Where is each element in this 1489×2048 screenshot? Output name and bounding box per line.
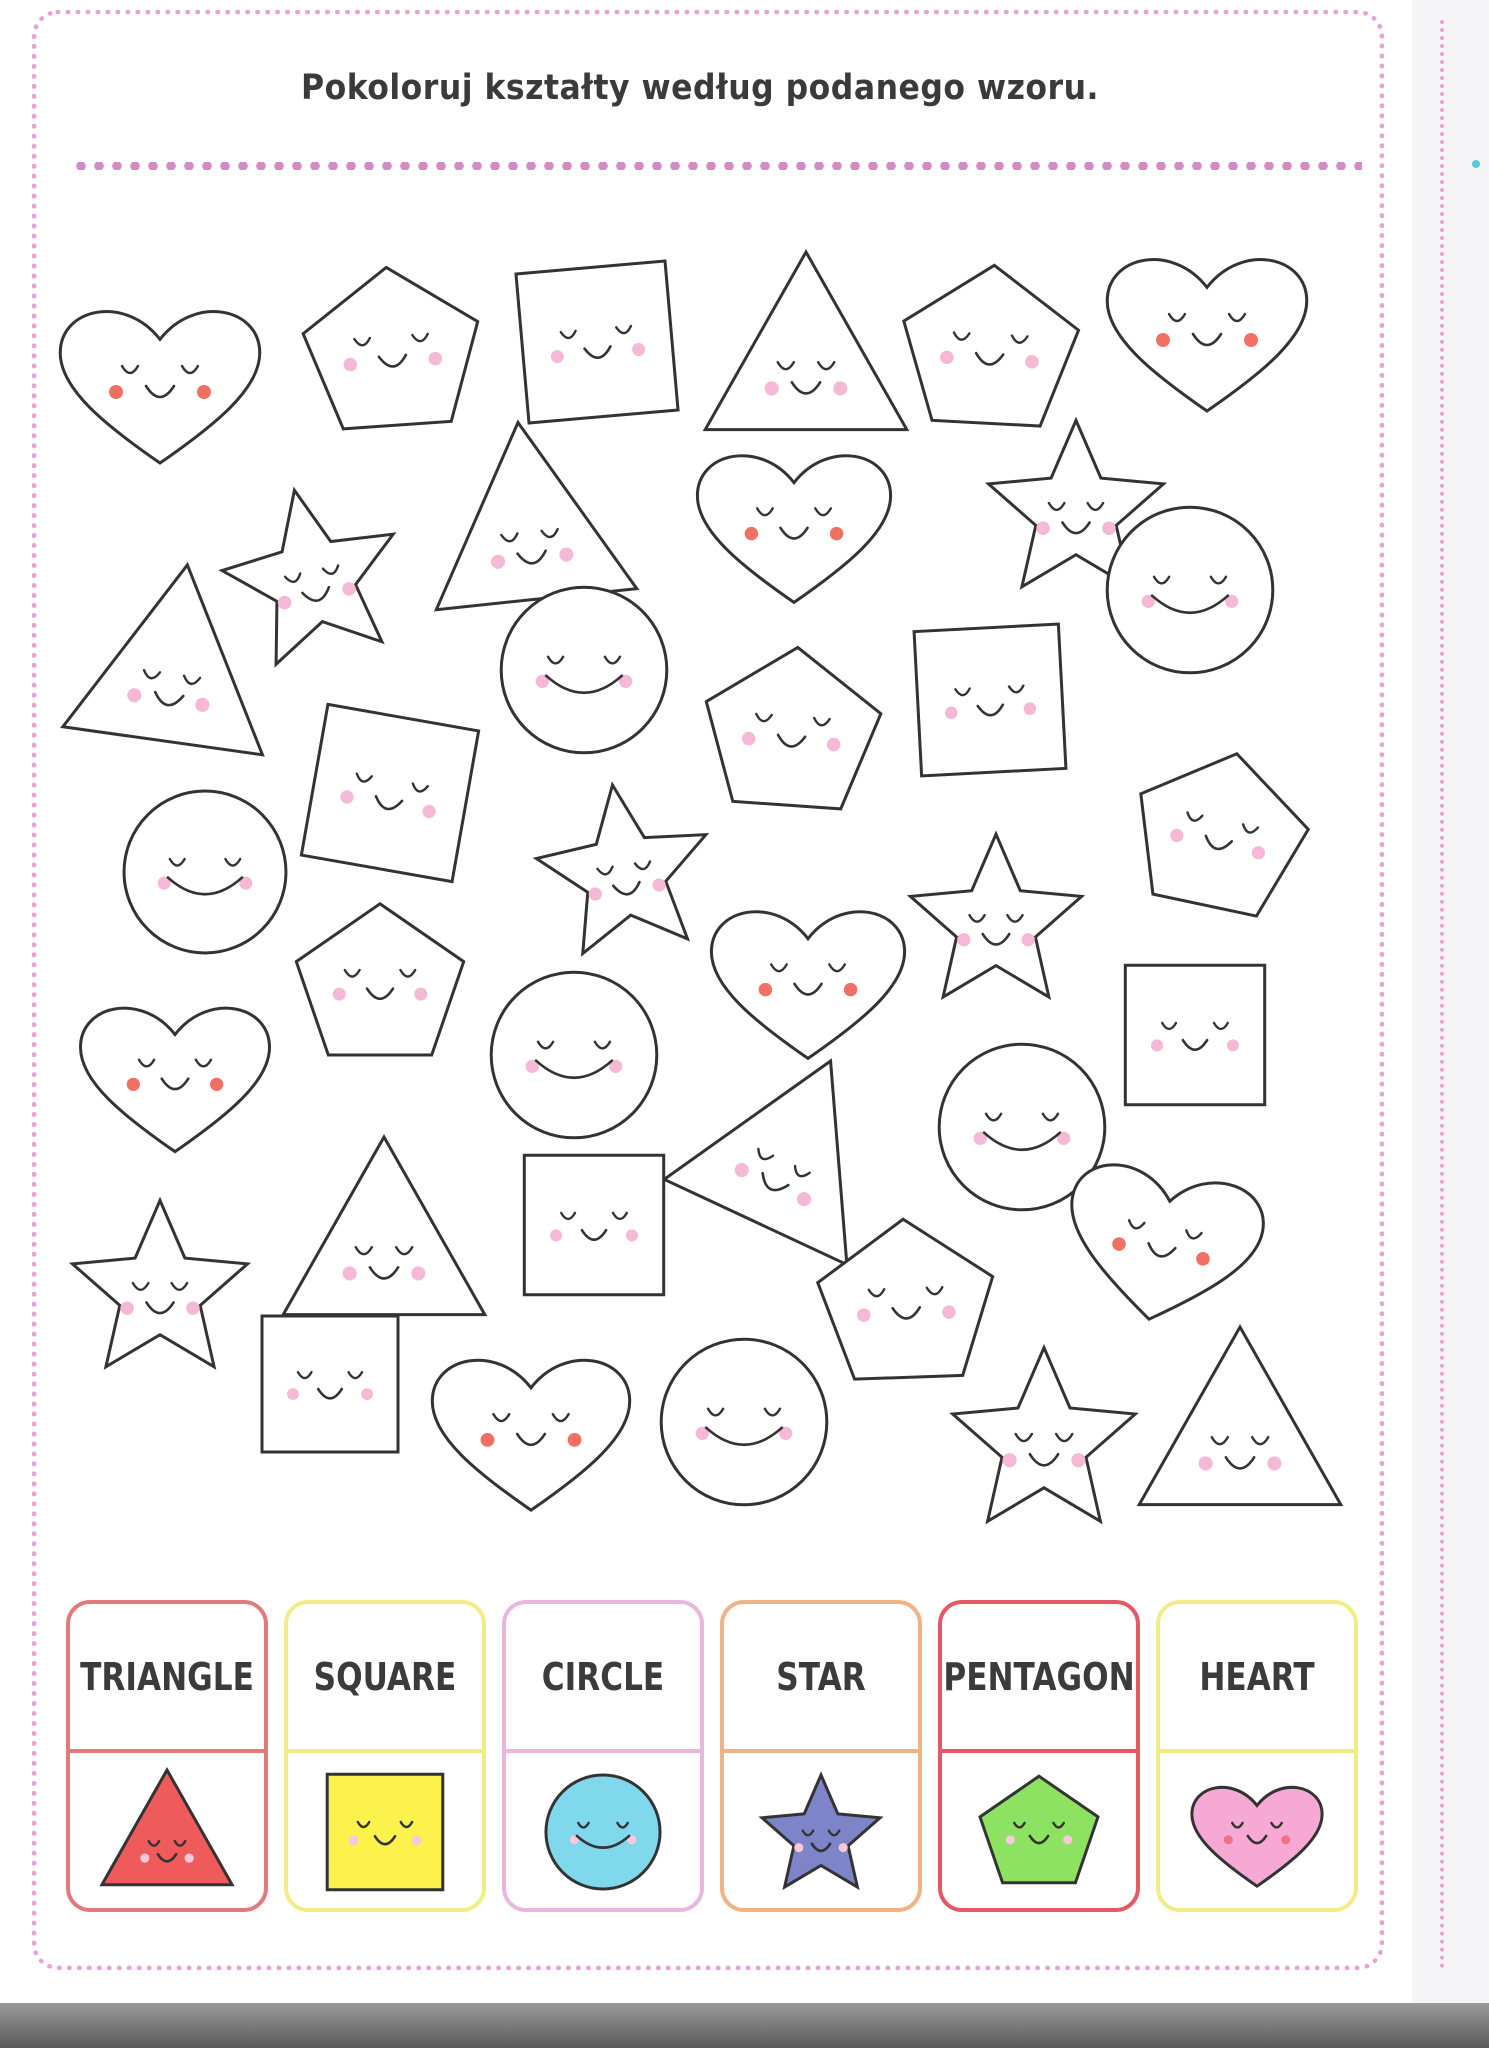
star-shape — [910, 834, 1081, 997]
star-outline — [910, 834, 1081, 997]
cheek — [197, 385, 211, 399]
pentagon-sample — [980, 1776, 1098, 1883]
square-outline — [1125, 965, 1264, 1104]
triangle-outline — [705, 252, 907, 430]
circle-shape — [661, 1339, 827, 1505]
cheek — [210, 1078, 223, 1091]
cheek — [1156, 333, 1170, 347]
cheek — [550, 1229, 562, 1241]
heart-sample — [1192, 1787, 1322, 1886]
cheek — [1199, 1456, 1213, 1470]
legend-label: PENTAGON — [943, 1654, 1135, 1699]
pentagon-shape — [899, 261, 1082, 428]
square-icon — [288, 1756, 482, 1906]
triangle-shape — [705, 252, 907, 430]
heart-outline — [81, 1008, 270, 1151]
pentagon-outline — [299, 261, 485, 431]
triangle-outline — [418, 412, 637, 610]
cheek — [957, 933, 970, 946]
cheek — [745, 527, 759, 541]
square-outline — [301, 704, 478, 881]
cheek — [1227, 1039, 1239, 1051]
heart-outline — [697, 456, 890, 603]
cheek — [1102, 521, 1116, 535]
cheek — [140, 1854, 149, 1863]
cheek — [411, 1266, 425, 1280]
pentagon-shape — [1121, 736, 1321, 923]
heart-shape — [81, 1008, 270, 1151]
heart-outline — [711, 912, 904, 1059]
cheek — [333, 988, 346, 1001]
legend-separator — [70, 1749, 264, 1753]
heart-shape — [697, 456, 890, 603]
star-shape — [209, 472, 415, 671]
star-outline — [73, 1200, 248, 1366]
circle-outline — [546, 1775, 660, 1889]
circle-outline — [661, 1339, 827, 1505]
cheek — [287, 1388, 299, 1400]
cheek — [794, 1843, 803, 1852]
cheek — [1003, 1453, 1017, 1467]
legend-label: TRIANGLE — [80, 1654, 254, 1699]
triangle-shape — [664, 1018, 922, 1264]
cheek — [1224, 1835, 1233, 1844]
cheek — [120, 1301, 134, 1315]
square-shape — [301, 704, 478, 881]
cheek — [1151, 1039, 1163, 1051]
star-shape — [953, 1348, 1136, 1522]
heart-outline — [60, 312, 260, 463]
cheek — [185, 1854, 194, 1863]
heart-shape — [432, 1360, 629, 1510]
legend-card-star — [720, 1600, 922, 1912]
square-shape — [914, 624, 1066, 776]
square-sample — [327, 1774, 443, 1890]
square-outline — [516, 261, 678, 423]
star-outline — [528, 773, 720, 958]
star-outline — [209, 472, 415, 671]
cheek — [1006, 1835, 1015, 1844]
circle-outline — [124, 791, 286, 953]
square-shape — [1125, 965, 1264, 1104]
circle-outline — [501, 587, 667, 753]
cheek — [759, 983, 773, 997]
cheek — [1063, 1835, 1072, 1844]
heart-outline — [1192, 1787, 1322, 1886]
triangle-icon — [70, 1756, 264, 1906]
scan-shadow — [0, 2003, 1489, 2048]
pentagon-shape — [299, 261, 485, 431]
next-page-edge — [1412, 0, 1489, 2048]
triangle-shape — [418, 412, 637, 610]
cheek — [1244, 333, 1258, 347]
heart-outline — [432, 1360, 629, 1510]
legend-card-pentagon — [938, 1600, 1140, 1912]
cheek — [1022, 933, 1035, 946]
cheek — [626, 1229, 638, 1241]
circle-shape — [124, 791, 286, 953]
triangle-outline — [102, 1770, 232, 1885]
star-icon — [724, 1756, 918, 1906]
cheek — [1036, 521, 1050, 535]
square-outline — [914, 624, 1066, 776]
square-shape — [524, 1155, 663, 1294]
square-shape — [516, 261, 678, 423]
square-outline — [524, 1155, 663, 1294]
cheek — [839, 1843, 848, 1852]
heart-outline — [1054, 1158, 1270, 1336]
circle-outline — [1107, 507, 1273, 673]
cheek — [127, 1078, 140, 1091]
triangle-outline — [1139, 1327, 1341, 1505]
heart-icon — [1160, 1756, 1354, 1906]
pentagon-icon — [942, 1756, 1136, 1906]
cheek — [833, 381, 847, 395]
triangle-outline — [283, 1137, 485, 1315]
stray-dot — [1472, 160, 1480, 168]
cheek — [343, 1266, 357, 1280]
cheek — [568, 1433, 582, 1447]
triangle-shape — [283, 1137, 485, 1315]
pentagon-outline — [699, 641, 885, 811]
star-outline — [762, 1775, 880, 1887]
cheek — [109, 385, 123, 399]
legend-separator — [724, 1749, 918, 1753]
star-shape — [73, 1200, 248, 1366]
legend-separator — [288, 1749, 482, 1753]
circle-shape — [491, 972, 657, 1138]
cheek — [481, 1433, 495, 1447]
next-page-dotted-border — [1440, 20, 1448, 1970]
cheek — [765, 381, 779, 395]
circle-shape — [501, 587, 667, 753]
cheek — [411, 1836, 421, 1846]
cheek — [414, 988, 427, 1001]
pentagon-outline — [296, 904, 463, 1055]
circle-sample — [546, 1775, 660, 1889]
legend-label: CIRCLE — [541, 1654, 665, 1699]
cheek — [186, 1301, 200, 1315]
heart-shape — [1107, 260, 1307, 411]
square-shape — [262, 1316, 398, 1452]
cheek — [1267, 1456, 1281, 1470]
triangle-shape — [1139, 1327, 1341, 1505]
cheek — [1281, 1835, 1290, 1844]
pentagon-outline — [899, 261, 1082, 428]
legend-label: SQUARE — [313, 1654, 457, 1699]
cheek — [1071, 1453, 1085, 1467]
legend-card-circle — [502, 1600, 704, 1912]
pentagon-outline — [980, 1776, 1098, 1883]
legend-card-heart — [1156, 1600, 1358, 1912]
pentagon-shape — [699, 641, 885, 811]
color-legend — [66, 1600, 1366, 1920]
triangle-outline — [664, 1018, 922, 1264]
cheek — [844, 983, 858, 997]
heart-shape — [1054, 1158, 1270, 1336]
star-shape — [528, 773, 720, 958]
cheek — [830, 527, 844, 541]
legend-separator — [506, 1749, 700, 1753]
page-title: Pokoloruj kształty według podanego wzoru. — [301, 68, 1099, 108]
star-sample — [762, 1775, 880, 1887]
cheek — [361, 1388, 373, 1400]
square-outline — [262, 1316, 398, 1452]
circle-shape — [1107, 507, 1273, 673]
legend-separator — [942, 1749, 1136, 1753]
cheek — [348, 1836, 358, 1846]
legend-label: STAR — [776, 1654, 866, 1699]
pentagon-shape — [296, 904, 463, 1055]
square-outline — [327, 1774, 443, 1890]
heart-shape — [711, 912, 904, 1059]
legend-label: HEART — [1199, 1654, 1315, 1699]
heart-outline — [1107, 260, 1307, 411]
triangle-sample — [102, 1770, 232, 1885]
legend-separator — [1160, 1749, 1354, 1753]
legend-card-triangle — [66, 1600, 268, 1912]
circle-icon — [506, 1756, 700, 1906]
pentagon-outline — [1121, 736, 1321, 923]
star-outline — [953, 1348, 1136, 1522]
legend-card-square — [284, 1600, 486, 1912]
heart-shape — [60, 312, 260, 463]
circle-outline — [491, 972, 657, 1138]
